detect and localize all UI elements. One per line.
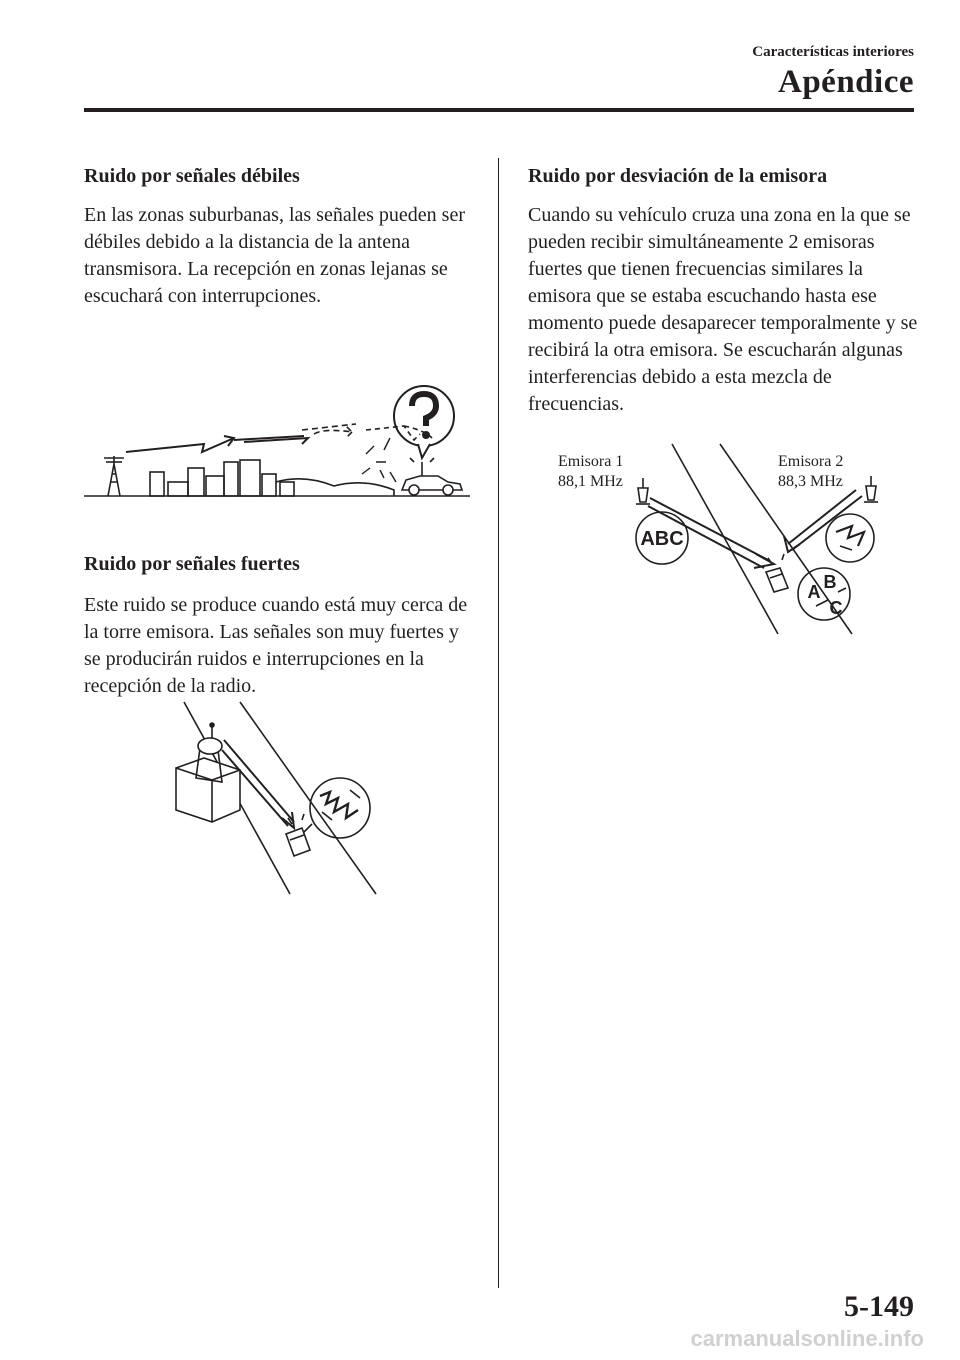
svg-text:A: A — [807, 582, 821, 602]
page-number: 5-149 — [844, 1290, 914, 1323]
car-icon — [286, 814, 310, 856]
car-icon — [402, 458, 462, 495]
station2-frequency-label: 88,3 MHz — [778, 473, 843, 490]
radio-station-icon — [176, 723, 240, 822]
heading-station-drift: Ruido por desviación de la emisora — [528, 165, 828, 187]
clear-signal-bubble-icon — [636, 512, 688, 564]
paragraph-strong-signals: Este ruido se produce cuando está muy cerca de la torre emisora. Las señales son muy fuertes y se producirán ruidos e interrupciones en la recepción de la radio. — [84, 594, 468, 697]
car-icon — [766, 554, 788, 592]
svg-text:C: C — [829, 598, 843, 618]
heading-strong-signals: Ruido por señales fuertes — [84, 553, 300, 575]
station1-frequency-label: 88,1 MHz — [558, 473, 623, 490]
heading-weak-signals: Ruido por señales débiles — [84, 165, 300, 187]
column-divider — [498, 158, 499, 1288]
svg-text:B: B — [823, 572, 837, 592]
header-section-title: Características interiores — [752, 44, 914, 60]
figure-station-drift — [552, 442, 892, 638]
paragraph-station-drift: Cuando su vehículo cruza una zona en la que se pueden recibir simultáneamente 2 emisoras fuertes que tienen frecuencias similares la emisora que se estaba escuchando hasta ese momento puede desaparecer temporalmente y se recibirá la otra emisora. Se escucharán algunas interferencias debido a esta mezcla de frecuencias. — [528, 204, 918, 415]
paragraph-weak-signals: En las zonas suburbanas, las señales pueden ser débiles debido a la distancia de la antena transmisora. La recepción en zonas lejanas se escuchará con interrupciones. — [84, 204, 465, 307]
question-bubble-icon — [394, 386, 454, 458]
transmitter-tower-icon — [104, 456, 124, 496]
bubble-abc-text: ABC — [640, 528, 684, 550]
figure-strong-signals — [170, 700, 390, 900]
figure-weak-signals — [84, 378, 474, 506]
noise-bubble-icon — [302, 778, 370, 838]
header-rule — [84, 108, 914, 112]
station1-tower-icon — [636, 478, 650, 504]
station2-name-label: Emisora 2 — [778, 453, 844, 470]
station2-tower-icon — [864, 476, 878, 502]
noise-bubble-icon — [826, 514, 874, 562]
watermark: carmanualsonline.info — [690, 1326, 924, 1351]
station1-name-label: Emisora 1 — [558, 453, 624, 470]
header-chapter-title: Apéndice — [778, 64, 914, 100]
